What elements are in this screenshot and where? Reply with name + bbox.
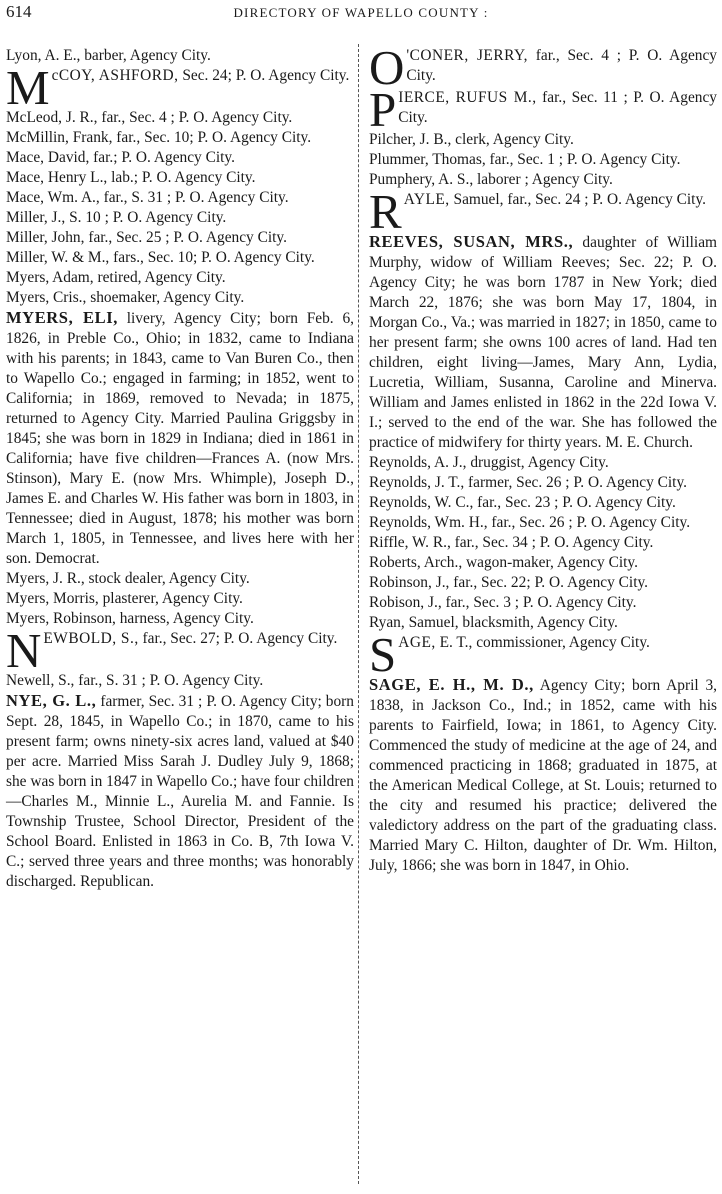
drop-cap: M [6, 60, 50, 115]
directory-entry [369, 40, 718, 95]
directory-entry: Mace, David, far.; P. O. Agency City. [6, 149, 235, 166]
directory-entry: Mace, Wm. A., far., S. 31 ; P. O. Agency City. [6, 189, 289, 206]
entry-name: cCOY, ASHFORD, [51, 67, 179, 84]
drop-cap: O [369, 40, 405, 95]
directory-entry: Myers, Robinson, harness, Agency City. [6, 610, 254, 627]
directory-entry: Myers, J. R., stock dealer, Agency City. [6, 570, 250, 587]
entry-text: Agency City; born April 3, 1838, in Jackson Co., Ind.; in 1852, came with his parents to Fairfield, Iowa; in 1861, to Agency City. Commenced the study of medicine at the age of 24, and commenced practicing in 1868; graduated in 1875, at the American Medical College, at St. Louis; returned to the city and resumed his practice; delivered the valedictory address on the part of the graduating class. Married Mary C. Hilton, daughter of Dr. Wm. Hilton, July, 1866; she was born in 1847, in Ohio. [369, 677, 717, 874]
directory-entry: Reynolds, Wm. H., far., Sec. 26 ; P. O. Agency City. [369, 514, 691, 531]
entry-text: farmer, Sec. 31 ; P. O. Agency City; born Sept. 28, 1845, in Wapello Co.; in 1870, came to his present farm; owns ninety-six acres land, valued at $40 per acre. Married Miss Sarah J. Dudley July 9, 1868; she was born in 1847 in Wapello Co.; have four children—Charles M., Minnie L., Aurelia M. and Fannie. Is Township Trustee, School Director, President of the School Board. Enlisted in 1863 in Co. B, 7th Iowa V. C.; served three years and three months; was honorably discharged. Republican. [6, 693, 355, 890]
drop-cap: S [369, 627, 397, 682]
directory-entry: Pilcher, J. B., clerk, Agency City. [369, 131, 574, 148]
drop-cap: N [6, 623, 42, 678]
page-number: 614 [6, 2, 32, 21]
entry-text: Sec. 24; P. O. Agency City. [178, 67, 350, 84]
directory-entry: Mace, Henry L., lab.; P. O. Agency City. [6, 169, 256, 186]
drop-cap: R [369, 184, 402, 239]
right-column [369, 40, 718, 876]
entry-name: IERCE, RUFUS M., [398, 89, 537, 106]
column-divider [358, 44, 359, 1184]
directory-entry: Miller, John, far., Sec. 25 ; P. O. Agency City. [6, 229, 287, 246]
directory-entry: Reynolds, J. T., farmer, Sec. 26 ; P. O. Agency City. [369, 474, 687, 491]
directory-entry: Reynolds, W. C., far., Sec. 23 ; P. O. Agency City. [369, 494, 676, 511]
drop-cap: P [369, 82, 397, 137]
entry-name: NYE, G. L., [6, 691, 97, 710]
directory-entry [6, 60, 354, 115]
left-column [6, 46, 354, 892]
directory-entry: Pumphery, A. S., laborer ; Agency City. [369, 171, 613, 188]
entry-text: livery, Agency City; born Feb. 6, 1826, in Preble Co., Ohio; in 1832, came to Indiana with his parents; in 1843, came to Van Buren Co., then to Wapello Co.; engaged in farming; in 1852, went to California; in 1869, removed to Nevada; in 1875, returned to Agency City. Married Paulina Griggsby in 1845; she was born in 1829 in Indiana; died in 1861 in California; have five children—Frances A. (now Mrs. Stinson), Mary E. (now Mrs. Whimple), Joseph D., James E. and Charles W. His father was born in 1803, in Tennessee; died in August, 1878; his mother was born March 1, 1805, in Tennessee, and lives here with her son. Democrat. [6, 310, 354, 567]
entry-name: REEVES, SUSAN, MRS., [369, 232, 574, 251]
directory-entry: Newell, S., far., S. 31 ; P. O. Agency City. [6, 672, 264, 689]
directory-entry: Miller, J., S. 10 ; P. O. Agency City. [6, 209, 227, 226]
directory-entry: McLeod, J. R., far., Sec. 4 ; P. O. Agency City. [6, 109, 293, 126]
directory-entry: McMillin, Frank, far., Sec. 10; P. O. Agency City. [6, 129, 312, 146]
directory-entry: Reynolds, A. J., druggist, Agency City. [369, 454, 609, 471]
entry-text: E. T., commissioner, Agency City. [435, 634, 650, 651]
page-header [6, 2, 716, 28]
biography-entry [6, 308, 354, 569]
directory-entry: Myers, Adam, retired, Agency City. [6, 269, 226, 286]
entry-name: SAGE, E. H., M. D., [369, 675, 534, 694]
entry-name: EWBOLD, S., [43, 630, 139, 647]
entry-text: far., Sec. 27; P. O. Agency City. [138, 630, 338, 647]
directory-entry [369, 82, 718, 137]
entry-name: AYLE, [403, 191, 450, 208]
entry-text: daughter of William Murphy, widow of William Reeves; Sec. 22; P. O. Agency City; he was born 1787 in New York; died March 22, 1876; she was born May 17, 1804, in Morgan Co., Va.; was married in 1827; in 1850, came to her present farm; she owns 100 acres of land. Had ten children, eight living—James, Mary Ann, Lydia, Lucretia, William, Susanna, Caroline and Minerva. William and James enlisted in 1862 in the 22d Iowa V. I.; served to the end of the war. She has followed the practice of midwifery for thirty years. M. E. Church. [369, 234, 718, 451]
directory-entry: Riffle, W. R., far., Sec. 34 ; P. O. Agency City. [369, 534, 654, 551]
entry-name: 'CONER, JERRY, [406, 47, 528, 64]
directory-entry [369, 627, 717, 682]
directory-entry: Lyon, A. E., barber, Agency City. [6, 47, 211, 64]
biography-entry [369, 232, 717, 453]
directory-entry: Myers, Cris., shoemaker, Agency City. [6, 289, 245, 306]
directory-entry: Plummer, Thomas, far., Sec. 1 ; P. O. Agency City. [369, 151, 681, 168]
directory-entry: Roberts, Arch., wagon-maker, Agency City. [369, 554, 638, 571]
running-title: DIRECTORY OF WAPELLO COUNTY : [233, 5, 489, 20]
directory-entry: Robinson, J., far., Sec. 22; P. O. Agency City. [369, 574, 649, 591]
directory-entry: Ryan, Samuel, blacksmith, Agency City. [369, 614, 618, 631]
entry-text: Samuel, far., Sec. 24 ; P. O. Agency City. [449, 191, 706, 208]
entry-text: far., Sec. 4 ; P. O. Agency City. [406, 47, 718, 84]
directory-entry: Myers, Morris, plasterer, Agency City. [6, 590, 243, 607]
directory-entry: Robison, J., far., Sec. 3 ; P. O. Agency City. [369, 594, 637, 611]
entry-name: MYERS, ELI, [6, 308, 118, 327]
entry-name: AGE, [398, 634, 436, 651]
directory-entry: Miller, W. & M., fars., Sec. 10; P. O. Agency City. [6, 249, 315, 266]
biography-entry [6, 691, 354, 892]
entry-text: far., Sec. 11 ; P. O. Agency City. [398, 89, 718, 126]
biography-entry [369, 675, 717, 876]
directory-entry [6, 623, 354, 678]
directory-entry [369, 184, 717, 239]
